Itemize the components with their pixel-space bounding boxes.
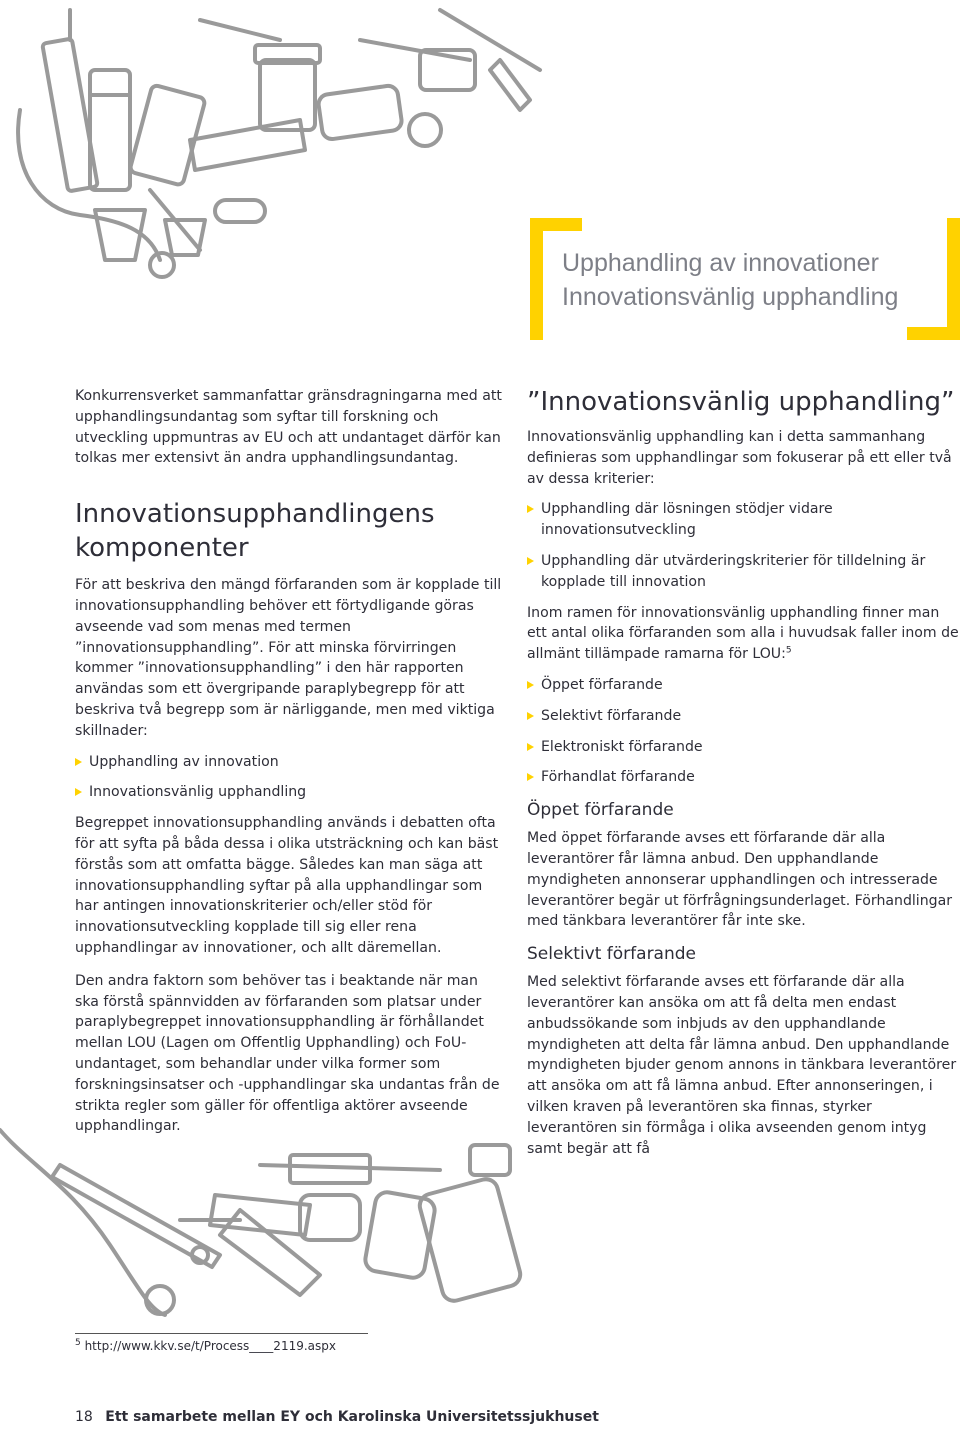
right-paragraph-2: [527, 603, 959, 665]
medical-supplies-illustration-top: [0, 0, 560, 330]
section-header-line-2: Innovationsvänlig upphandling: [562, 283, 899, 311]
medical-supplies-illustration-bottom: [0, 1125, 720, 1340]
criteria-list: [527, 499, 959, 592]
footnote-number: 5: [75, 1338, 81, 1348]
section-header-title: [562, 246, 952, 314]
page-number: 18: [75, 1409, 93, 1425]
footnote: [75, 1339, 336, 1353]
right-paragraph-1: Innovationsvänlig upphandling kan i detta sammanhang definieras som upphandlingar som fokuserar på ett eller två av dessa kriterier:: [527, 429, 952, 487]
left-paragraph-1: För att beskriva den mängd förfaranden som är kopplade till innovationsupphandling behöver ett förtydligande göras avseende vad som menas med termen ”innovationsupphandling”. För att minska förvirringen kommer ”innovationsupphandling” i den här rapporten användas som ett övergripande paraplybegrepp för att beskriva två begrepp som är närliggande, men med viktiga skillnader:: [75, 577, 502, 739]
page-footer: [75, 1409, 599, 1425]
criteria-item: Upphandling där utvärderingskriterier för tilldelning är kopplade till innovation: [527, 551, 959, 593]
left-column: [75, 386, 505, 1146]
procedure-item: Förhandlat förfarande: [527, 767, 959, 788]
selective-procedure-paragraph: Med selektivt förfarande avses ett förfarande där alla leverantörer kan ansöka om att få delta men endast anbudssökande som inbjuds av den upphandlande myndigheten att delta får lämna anbud. Den upphandlande myndigheten bjuder genom annons in tänkbara leverantörer att ansöka om att få lämna anbud. Efter annonseringen, i vilken kraven på leverantören ska finnas, styrker leverantören sin förmåga i olika avseenden genom intyg samt begär att få: [527, 974, 957, 1157]
left-paragraph-2: Begreppet innovationsupphandling används i debatten ofta för att syfta på båda dessa i olika utsträckning och kan bäst förstås som att omfatta bägge. Således kan man säga att innovationsupphandling syftar på alla upphandlingar som har antingen innovationskriterier och/eller stöd för innovationsutveckling kopplade till sig eller rena upphandlingar av innovationer, och allt däremellan.: [75, 815, 499, 956]
left-paragraph-3: Den andra faktorn som behöver tas i beaktande när man ska förstå spännvidden av förfaranden som platsar under paraplybegreppet innovationsupphandling är förhållandet mellan LOU (Lagen om Offentlig Upphandling) och FoU-undantaget, som behandlar under vilka former som forskningsinsatser och -upphandlingar ska undantas från de strikta regler som gäller för offentliga aktörer avseende upphandlingar.: [75, 972, 500, 1135]
left-bullet-item: Innovationsvänlig upphandling: [75, 782, 505, 803]
footnote-divider: [75, 1333, 368, 1334]
left-bullet-list: [75, 752, 505, 804]
open-procedure-heading: Öppet förfarande: [527, 800, 674, 821]
footnote-link[interactable]: http://www.kkv.se/t/Process____2119.aspx: [84, 1339, 336, 1353]
procedures-list: [527, 675, 959, 788]
procedure-item: Öppet förfarande: [527, 675, 959, 696]
procedure-item: Elektroniskt förfarande: [527, 737, 959, 758]
left-heading: Innovationsupphandlingens komponenter: [75, 499, 435, 564]
procedure-item: Selektivt förfarande: [527, 706, 959, 727]
right-column: [527, 385, 959, 1168]
criteria-item: Upphandling där lösningen stödjer vidare innovationsutveckling: [527, 499, 959, 541]
left-bullet-item: Upphandling av innovation: [75, 752, 505, 773]
open-procedure-paragraph: Med öppet förfarande avses ett förfarande där alla leverantörer får lämna anbud. Den upphandlande myndigheten annonserar upphandlingen och intresserade leverantörer begär ut förfrågningsunderlaget. Förhandlingar med tänkbara leverantörer får inte ske.: [527, 830, 953, 930]
selective-procedure-heading: Selektivt förfarande: [527, 944, 697, 965]
section-header-line-1: Upphandling av innovationer: [562, 249, 879, 277]
right-heading: ”Innovationsvänlig upphandling”: [527, 387, 955, 417]
footer-text: Ett samarbete mellan EY och Karolinska Universitetssjukhuset: [105, 1409, 599, 1425]
intro-paragraph: Konkurrensverket sammanfattar gränsdragningarna med att upphandlingsundantag som syftar till forskning och utveckling uppmuntras av EU och att undantaget därför kan tolkas mer extensivt än andra upphandlingsundantag.: [75, 388, 502, 467]
footnote-reference: 5: [785, 645, 792, 656]
right-paragraph-2-text: Inom ramen för innovationsvänlig upphandling finner man ett antal olika förfaranden som alla i huvudsak faller inom de allmänt tillämpade ramarna för LOU:: [527, 604, 959, 663]
